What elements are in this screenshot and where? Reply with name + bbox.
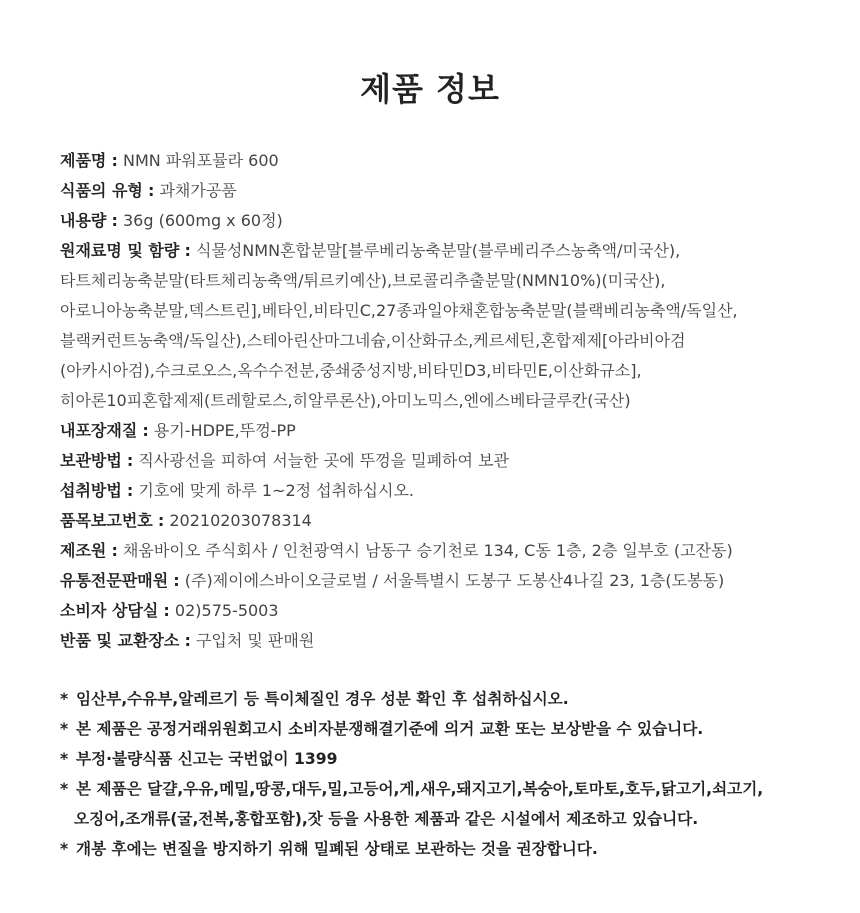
info-separator: : <box>111 151 118 170</box>
caution-note-continuation: 오징어,조개류(굴,전복,홍합포함),잣 등을 사용한 제품과 같은 시설에서 제조하고 있습니다. <box>74 810 699 828</box>
info-separator: : <box>184 241 191 260</box>
info-value: 과채가공품 <box>159 181 237 200</box>
info-label: 제품명 <box>60 151 107 170</box>
info-separator: : <box>184 631 191 650</box>
info-separator: : <box>111 541 118 560</box>
info-label: 내용량 <box>60 211 107 230</box>
ingredients-line: 타트체리농축분말(타트체리농축액/튀르키예산),브로콜리추출분말(NMN10%)(미국산), <box>60 271 666 290</box>
ingredients-line <box>60 236 820 266</box>
caution-note-text: 본 제품은 달걀,우유,메밀,땅콩,대두,밀,고등어,게,새우,돼지고기,복숭아,토마토,호두,닭고기,쇠고기, <box>76 780 764 798</box>
info-separator: : <box>126 481 134 500</box>
info-label: 제조원 <box>60 541 107 560</box>
info-value: NMN 파워포뮬라 600 <box>122 151 279 170</box>
info-label: 원재료명 및 함량 <box>60 241 180 260</box>
info-label: 보관방법 <box>60 451 122 470</box>
info-value: 02)575-5003 <box>174 601 279 620</box>
info-separator: : <box>147 181 155 200</box>
info-value: (주)제이에스바이오글로벌 / 서울특별시 도봉구 도봉산4나길 23, 1층(도봉동) <box>184 571 725 590</box>
info-row-report-number <box>60 506 820 536</box>
asterisk-icon: * <box>60 690 69 708</box>
info-label: 섭취방법 <box>60 481 122 500</box>
info-separator: : <box>111 211 118 230</box>
info-row-distributor <box>60 566 820 596</box>
info-label: 반품 및 교환장소 <box>60 631 180 650</box>
caution-note-text: 임산부,수유부,알레르기 등 특이체질인 경우 성분 확인 후 섭취하십시오. <box>76 690 569 708</box>
caution-note <box>60 744 830 774</box>
ingredients-line: 아로니아농축분말,덱스트린],베타인,비타민C,27종과일야채혼합농축분말(블랙베리농축액/독일산, <box>60 301 738 320</box>
info-value: 구입처 및 판매원 <box>195 631 315 650</box>
info-label: 식품의 유형 <box>60 181 143 200</box>
info-value: 채움바이오 주식회사 / 인천광역시 남동구 승기천로 134, C동 1층, 2층 일부호 (고잔동) <box>122 541 733 560</box>
info-row-manufacturer <box>60 536 820 566</box>
caution-notes <box>60 684 830 864</box>
asterisk-icon: * <box>60 780 69 798</box>
page-title: 제품 정보 <box>360 70 500 108</box>
asterisk-icon: * <box>60 720 69 738</box>
ingredients-line: 히아론10피혼합제제(트레할로스,히알루론산),아미노믹스,엔에스베타글루칸(국산) <box>60 391 631 410</box>
caution-note <box>60 774 830 804</box>
caution-note-text: 본 제품은 공정거래위원회고시 소비자분쟁해결기준에 의거 교환 또는 보상받을 수 있습니다. <box>76 720 704 738</box>
info-row-intake <box>60 476 820 506</box>
info-row-net-content <box>60 206 820 236</box>
info-label: 소비자 상담실 <box>60 601 159 620</box>
info-value: 기호에 맞게 하루 1~2정 섭취하십시오. <box>138 481 415 500</box>
info-separator: : <box>157 511 165 530</box>
info-row-ingredients <box>60 236 820 416</box>
info-separator: : <box>163 601 170 620</box>
product-info-list <box>60 146 820 656</box>
info-row-return-place <box>60 626 820 656</box>
caution-note <box>60 684 830 714</box>
info-row-product-name <box>60 146 820 176</box>
info-value: 20210203078314 <box>169 511 312 530</box>
info-value: 36g (600mg x 60정) <box>122 211 283 230</box>
info-separator: : <box>126 451 134 470</box>
info-row-consumer-center <box>60 596 820 626</box>
ingredients-line: (아카시아검),수크로오스,옥수수전분,중쇄중성지방,비타민D3,비타민E,이산화규소], <box>60 361 642 380</box>
info-row-food-type <box>60 176 820 206</box>
caution-note <box>60 714 830 744</box>
asterisk-icon: * <box>60 840 69 858</box>
info-value: 직사광선을 피하여 서늘한 곳에 뚜껑을 밀폐하여 보관 <box>138 451 509 470</box>
info-label: 내포장재질 <box>60 421 138 440</box>
caution-note-text: 개봉 후에는 변질을 방지하기 위해 밀폐된 상태로 보관하는 것을 권장합니다. <box>76 840 598 858</box>
caution-note <box>60 834 830 864</box>
info-label: 품목보고번호 <box>60 511 153 530</box>
caution-note-text: 부정·불량식품 신고는 국번없이 1399 <box>76 750 338 768</box>
ingredients-text: 식물성NMN혼합분말[블루베리농축분말(블루베리주스농축액/미국산), <box>195 241 681 260</box>
info-label: 유통전문판매원 <box>60 571 169 590</box>
asterisk-icon: * <box>60 750 69 768</box>
info-separator: : <box>142 421 149 440</box>
info-separator: : <box>173 571 180 590</box>
ingredients-line: 블랙커런트농축액/독일산),스테아린산마그네슘,이산화규소,케르세틴,혼합제제[아라비아검 <box>60 331 686 350</box>
info-value: 용기-HDPE,뚜껑-PP <box>153 421 296 440</box>
info-row-packaging <box>60 416 820 446</box>
info-row-storage <box>60 446 820 476</box>
